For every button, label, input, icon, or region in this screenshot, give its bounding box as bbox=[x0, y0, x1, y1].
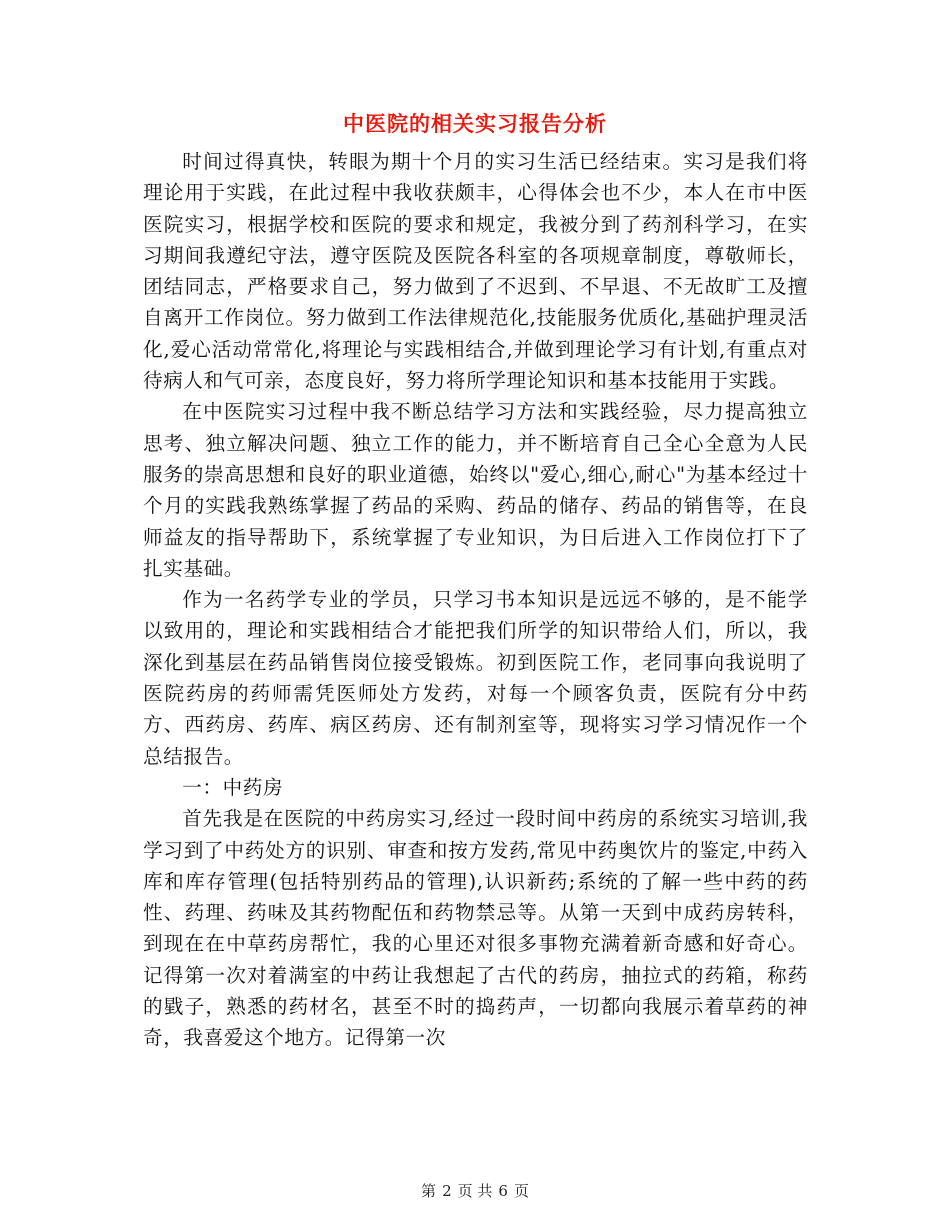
footer-page-total: 6 bbox=[498, 1182, 508, 1200]
paragraph-2: 在中医院实习过程中我不断总结学习方法和实践经验，尽力提高独立思考、独立解决问题、独立工作的能力，并不断培育自己全心全意为人民服务的崇高思想和良好的职业道德，始终以"爱心,细心,耐心"为基本经过十个月的实践我熟练掌握了药品的采购、药品的储存、药品的销售等，在良师益友的指导帮助下，系统掌握了专业知识，为日后进入工作岗位打下了扎实基础。 bbox=[143, 400, 808, 580]
footer-page-current: 2 bbox=[442, 1182, 452, 1200]
page-footer bbox=[0, 1180, 950, 1202]
document-body bbox=[143, 146, 808, 1054]
footer-suffix: 页 bbox=[513, 1182, 529, 1200]
footer-middle: 页 共 bbox=[457, 1182, 493, 1200]
paragraph-4: 首先我是在医院的中药房实习,经过一段时间中药房的系统实习培训,我学习到了中药处方的识别、审查和按方发药,常见中药奥饮片的鉴定,中药入库和库存管理(包括特别药品的管理),认识新药;系统的了解一些中药的药性、药理、药味及其药物配伍和药物禁忌等。从第一天到中成药房转科，到现在在中草药房帮忙，我的心里还对很多事物充满着新奇感和好奇心。记得第一次对着满室的中药让我想起了古代的药房，抽拉式的药箱，称药的戥子，熟悉的药材名，甚至不时的捣药声，一切都向我展示着草药的神奇，我喜爱这个地方。记得第一次 bbox=[143, 807, 808, 1050]
section-heading: 一：中药房 bbox=[182, 775, 284, 799]
paragraph-3: 作为一名药学专业的学员，只学习书本知识是远远不够的，是不能学以致用的，理论和实践相结合才能把我们所学的知识带给人们，所以，我深化到基层在药品销售岗位接受锻炼。初到医院工作，老同事向我说明了医院药房的药师需凭医师处方发药，对每一个顾客负责，医院有分中药方、西药房、药库、病区药房、还有制剂室等，现将实习学习情况作一个总结报告。 bbox=[143, 588, 808, 768]
document-title: 中医院的相关实习报告分析 bbox=[343, 111, 607, 136]
footer-prefix: 第 bbox=[421, 1182, 437, 1200]
paragraph-1: 时间过得真快，转眼为期十个月的实习生活已经结束。实习是我们将理论用于实践，在此过程中我收获颇丰，心得体会也不少，本人在市中医医院实习，根据学校和医院的要求和规定，我被分到了药剂科学习，在实习期间我遵纪守法，遵守医院及医院各科室的各项规章制度，尊敬师长，团结同志，严格要求自己，努力做到了不迟到、不早退、不无故旷工及擅自离开工作岗位。努力做到工作法律规范化,技能服务优质化,基础护理灵活化,爱心活动常常化,将理论与实践相结合,并做到理论学习有计划,有重点对待病人和气可亲，态度良好，努力将所学理论知识和基本技能用于实践。 bbox=[143, 150, 808, 393]
